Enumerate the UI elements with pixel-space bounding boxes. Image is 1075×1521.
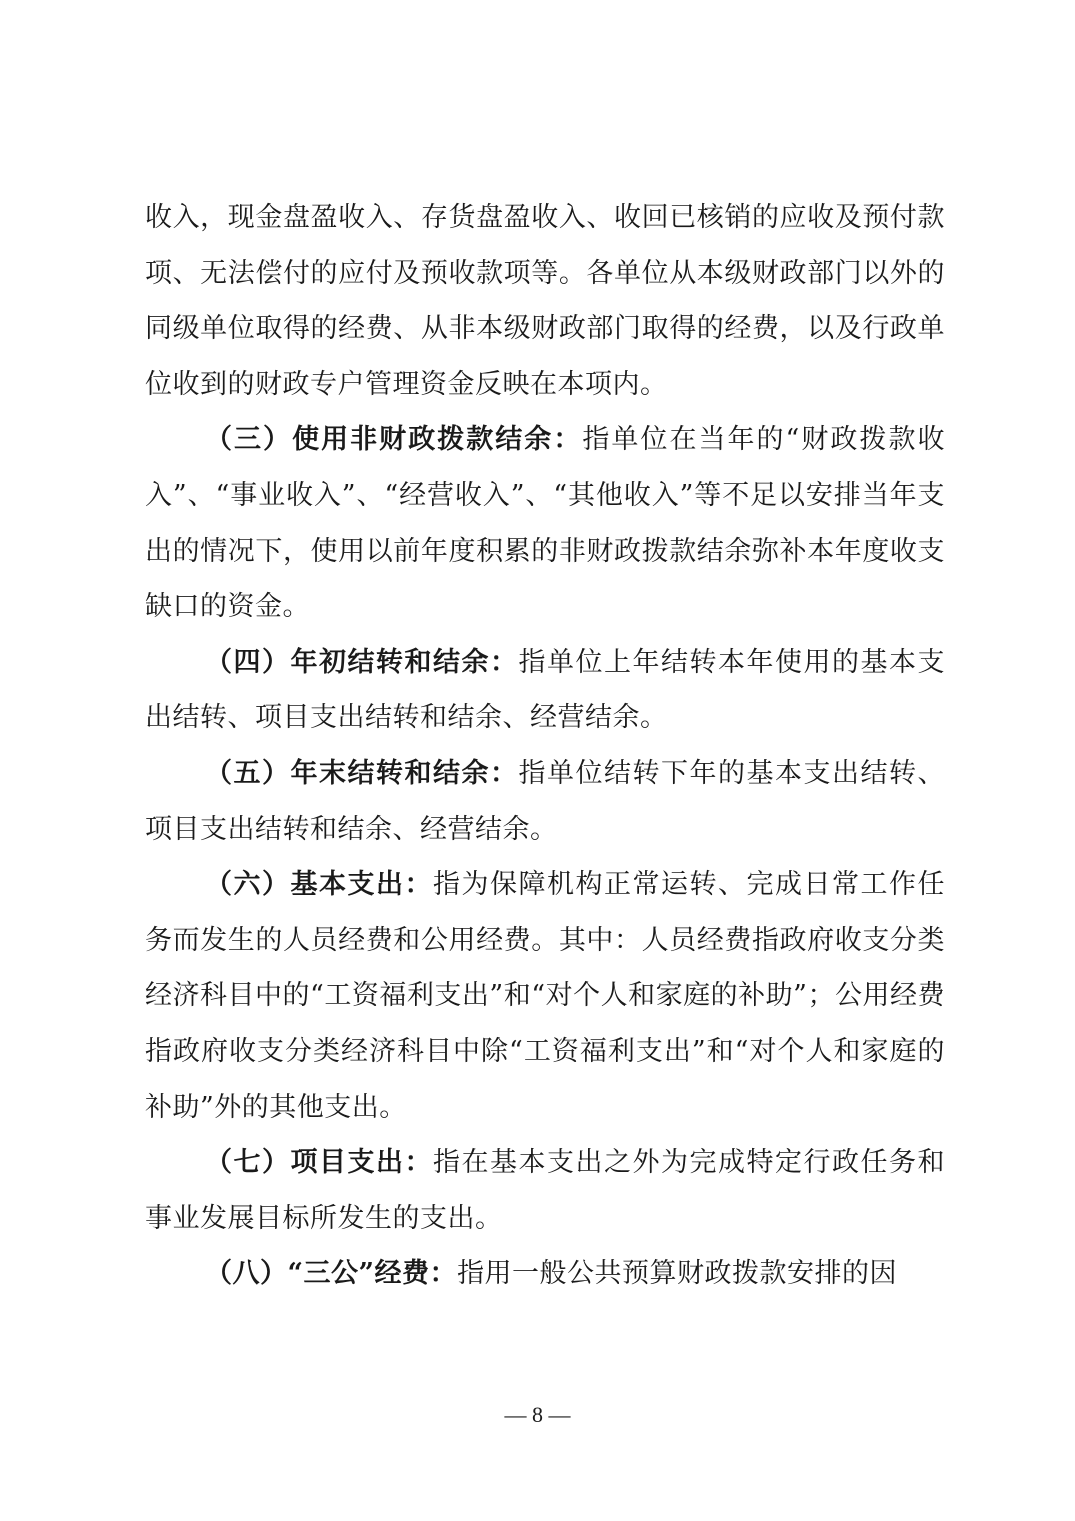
page-number: — 8 — bbox=[504, 1402, 571, 1427]
paragraph-closing-balance bbox=[145, 746, 945, 857]
paragraph-text: 指用一般公共预算财政拨款安排的因 bbox=[457, 1258, 898, 1290]
paragraph-text: 指单位结转下年的基本支出结转、项目支出结转和结余、经营结余。 bbox=[145, 757, 945, 845]
paragraph-lead: （三）使用非财政拨款结余： bbox=[205, 424, 583, 456]
paragraph-three-public-funds bbox=[145, 1246, 945, 1302]
paragraph-lead: （六）基本支出： bbox=[205, 869, 433, 901]
paragraph-text: 指在基本支出之外为完成特定行政任务和事业发展目标所发生的支出。 bbox=[145, 1147, 945, 1234]
paragraph-text: 指单位上年结转本年使用的基本支出结转、项目支出结转和结余、经营结余。 bbox=[145, 646, 945, 734]
paragraph-text: 指为保障机构正常运转、完成日常工作任务而发生的人员经费和公用经费。其中：人员经费指政府收支分类经济科目中的“工资福利支出”和“对个人和家庭的补助”；公用经费指政府收支分类经济科目中除“工资福利支出”和“对个人和家庭的补助”外的其他支出。 bbox=[145, 869, 945, 1123]
paragraph-basic-expenditure bbox=[145, 857, 945, 1135]
paragraph-text: 指单位在当年的“财政拨款收入”、“事业收入”、“经营收入”、“其他收入”等不足以安排当年支出的情况下，使用以前年度积累的非财政拨款结余弥补本年度收支缺口的资金。 bbox=[145, 424, 945, 623]
document-body bbox=[145, 190, 945, 1302]
paragraph-income-continuation bbox=[145, 190, 945, 412]
paragraph-lead: （八）“三公”经费： bbox=[205, 1258, 458, 1290]
paragraph-opening-balance bbox=[145, 635, 945, 746]
paragraph-lead: （五）年末结转和结余： bbox=[205, 757, 519, 789]
paragraph-lead: （七）项目支出： bbox=[205, 1147, 433, 1179]
paragraph-lead: （四）年初结转和结余： bbox=[205, 646, 519, 678]
paragraph-non-fiscal-surplus bbox=[145, 412, 945, 634]
paragraph-project-expenditure bbox=[145, 1135, 945, 1246]
paragraph-text: 收入，现金盘盈收入、存货盘盈收入、收回已核销的应收及预付款项、无法偿付的应付及预收款项等。各单位从本级财政部门以外的同级单位取得的经费、从非本级财政部门取得的经费，以及行政单位收到的财政专户管理资金反映在本项内。 bbox=[145, 202, 945, 400]
